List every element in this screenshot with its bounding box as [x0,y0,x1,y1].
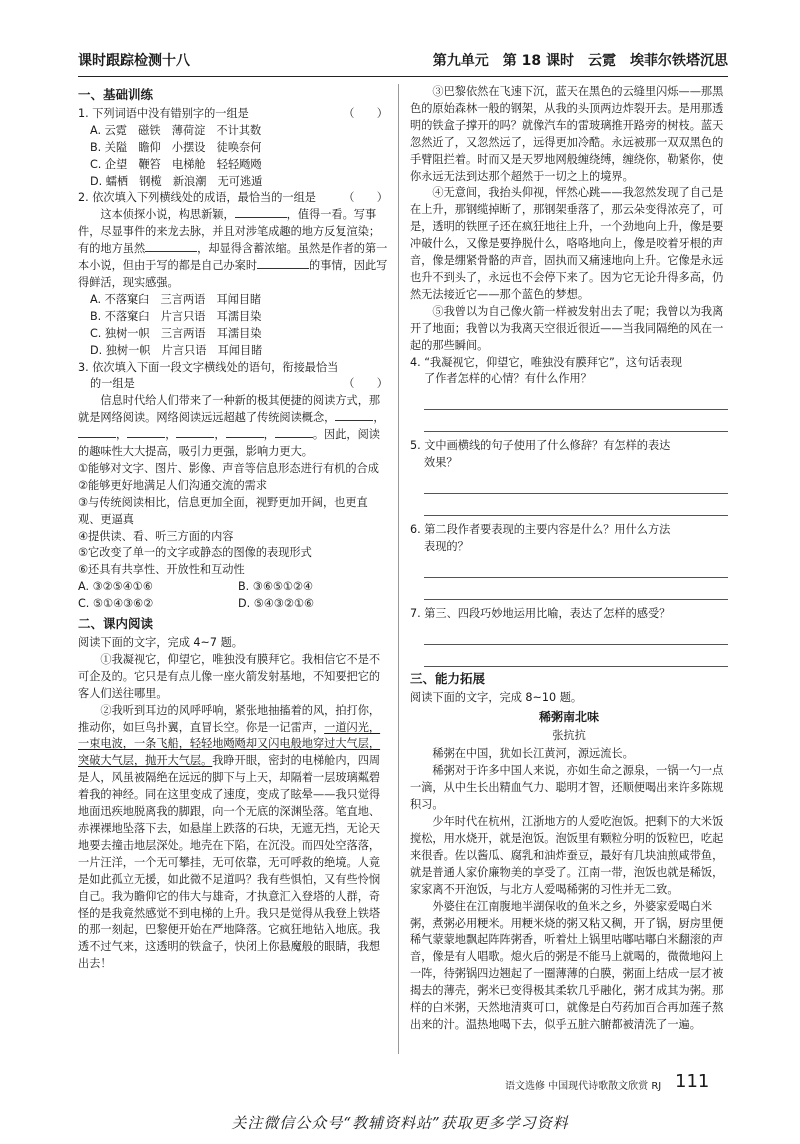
q1-option-c: C. 企望 鞭笞 电梯舱 轻轻飏飏 [90,157,262,171]
answer-paren: （ ） [343,106,388,120]
question-2 [78,190,388,207]
q3-option-d: D. ⑤④③②①⑥ [238,597,314,611]
page-header [78,50,728,72]
reading-intro: 阅读下面的文字，完成 4~7 题。 [78,636,243,649]
header-rule [78,76,728,77]
q2-option-a: A. 不落窠臼 三言两语 耳闻目睹 [90,292,262,306]
question-6-cont: 表现的？ [424,540,469,554]
answer-line[interactable] [424,494,728,516]
question-3: 3. 依次填入下面一段文字横线处的语句，衔接最恰当 [78,360,339,374]
section-basic-training: 一、基础训练 [78,87,154,102]
question-4-cont: 了作者怎样的心情？有什么作用？ [424,372,592,386]
fill-blank[interactable] [335,410,373,421]
q3-item-3: ③与传统阅读相比，信息更加全面，视野更加开阔，也更直观、更逼真 [78,495,368,526]
answer-line[interactable] [424,472,728,494]
q3-item-1: ①能够对文字、图片、影像、声音等信息形态进行有机的合成 [78,461,379,475]
answer-paren: （ ） [343,191,388,205]
right-column [410,84,728,1034]
question-2-stem: 2. 依次填入下列横线处的成语，最恰当的一组是 [78,191,316,205]
question-5: 5. 文中画横线的句子使用了什么修辞？有怎样的表达 [410,439,671,453]
q3-item-4: ④提供读、看、听三方面的内容 [78,529,234,543]
q2-option-c: C. 独树一帜 三言两语 耳濡目染 [90,326,262,340]
essay-author: 张抗抗 [552,728,586,742]
q1-option-a: A. 云霓 磁铁 薄荷淀 不计其数 [90,123,262,137]
q3-item-5: ⑤它改变了单一的文字或静态的图像的表现形式 [78,546,312,560]
q1-option-d: D. 蠕栖 钢榄 新浪潮 无可逃遁 [90,174,263,188]
unit-lesson-title: 第九单元 第 18 课时 云霓 埃菲尔铁塔沉思 [432,53,728,69]
question-3-cont: 的一组是 （ ） [78,376,388,393]
q3-item-6: ⑥还具有共享性、开放性和互动性 [78,563,245,577]
fill-blank[interactable] [226,427,264,438]
question-6: 6. 第二段作者要表现的主要内容是什么？用什么方法 [410,523,671,537]
fill-blank[interactable] [78,427,116,438]
q3-option-a: A. ③②⑤④①⑥ [78,580,153,594]
question-5-cont: 效果？ [424,456,458,470]
fill-blank[interactable] [127,427,165,438]
answer-line[interactable] [424,623,728,645]
q3-option-b: B. ③⑥⑤①②④ [238,580,313,594]
section-ability-extension: 三、能力拓展 [410,670,486,686]
page-number: 111 [675,1071,710,1092]
q2-passage: 这本侦探小说，构思新颖， ，值得一看。写事件，尽显事件的来龙去脉，并且对涉笔成趣的地方反复渲染；有的地方虽然 ，却显得含蓄浓缩。虽然是作者的第一本小说，但由于写的都是自己办案时 的事情，因此写得鲜活，现实感强。 [78,208,388,289]
essay-paragraph-2: 稀粥对于许多中国人来说，亦如生命之源泉，一锅一勺一点一滴，从中生长出精血气力、聪明才智，还顺便喝出来许多陈规积习。 [410,764,724,812]
q3-passage: 信息时代给人们带来了一种新的极其便捷的阅读方式，那就是网络阅读。网络阅读远远超越了传统阅读概念， ，， ， ， ， 。因此，阅读的趣味性大大提高，吸引力更强，影响力更大。 [78,394,385,459]
q3-option-c: C. ⑤①④③⑥② [78,597,154,611]
extension-intro: 阅读下面的文字，完成 8~10 题。 [410,690,583,704]
fill-blank[interactable] [257,258,309,269]
fill-blank[interactable] [275,427,313,438]
column-divider [398,84,399,1054]
essay-paragraph-1: 稀粥在中国，犹如长江黄河，源远流长。 [432,747,634,761]
essay-paragraph-3: 少年时代在杭州，江浙地方的人爱吃泡饭。把剩下的大米饭搅松，用水烧开，就是泡饭。泡饭里有颗粒分明的饭粒巴，吃起来很香。佐以酱瓜、腐乳和油炸蚕豆，最好有几块油煎咸带鱼，就是普通人家价廉物美的享受了。江南一带，泡饭也就是稀饭，家家离不开泡饭，与北方人爱喝稀粥的习性并无二致。 [410,815,724,896]
essay-paragraph-4: 外婆住在江南腹地半湖保收的鱼米之乡，外婆家爱喝白米粥，煮粥必用粳米。用粳米烧的粥又粘又稠，开了锅，厨房里便稀气蒙蒙地飘起阵阵粥香，听着灶上锅里咕嘟咕嘟白米翻滚的声音，像是有人唱歌。熄火后的粥是不能马上就喝的，微微地闷上一阵，待粥锅四边翘起了一圈薄薄的白膜，粥面上结成一层才被揭去的薄壳，粥米已变得极其柔软几乎融化，粥才成其为粥。那样的白米粥，天然地清爽可口，就像是白芍药加百合再加莲子熬出来的汁。温热地喝下去，似乎五脏六腑都被清洗了一遍。 [410,899,724,1031]
answer-line[interactable] [424,410,728,432]
section-in-class-reading: 二、课内阅读 [78,616,154,632]
answer-line[interactable] [424,556,728,578]
question-7: 7. 第三、四段巧妙地运用比喻，表达了怎样的感受？ [410,606,671,620]
fill-blank[interactable] [235,207,287,218]
essay-title: 稀粥南北味 [538,709,599,724]
reading-paragraph-5: ⑤我曾以为自己像火箭一样被发射出去了呢；我曾以为我离开了地面；我曾以为我离天空很近很近——当我同隔绝的风在一起的那些瞬间。 [410,304,724,352]
q2-option-b: B. 不落窠臼 片言只语 耳濡目染 [90,309,262,323]
fill-blank[interactable] [176,427,214,438]
q1-option-b: B. 关隘 瞻仰 小摆设 徒唤奈何 [90,140,262,154]
promo-note: 关注微信公众号“教辅资料站”获取更多学习资料 [231,1114,569,1132]
fill-blank[interactable] [145,241,197,252]
q3-item-2: ②能够更好地满足人们沟通交流的需求 [78,478,268,492]
reading-paragraph-3: ③巴黎依然在飞速下沉，蓝天在黑色的云缝里闪烁——那黑色的原始森林一般的钢架，从我的头顶两边炸裂开去。是用那透明的铁盒子撑开的吗？就像汽车的雷玻璃推开路旁的树枝。蓝天忽然近了，又忽然远了，远得更加冷酷。永远被那一双双黑色的手臂阻拦着。时而又是天罗地网般缠绕缚，缠绕你，勒紧你，使你永远无法到达那个超然于一切之上的境界。 [410,85,724,183]
reading-paragraph-4: ④无意间，我抬头仰视，怦然心跳——我忽然发现了自己是在上升，那钢缆掉断了，那钢架垂落了，那云朵变得浓亮了，可是，透明的铁匣子还在疯狂地往上升，一个劲地向上升，像是要冲破什么，又像是要挣脱什么，咯咯地向上，像是咬着牙根的声音，像是绷紧骨骼的声音，固执而又痛速地向上升。它像是永远也升不到头了，永远也不会停下来了。因为它无论升得多高，仍然无法接近它——那个蓝色的梦想。 [410,186,724,301]
q3-options-ab [78,579,388,596]
reading-paragraph-2: ②我听到耳边的风呼呼响，紧张地抽搐着的风，拍打你，推动你，如巨鸟扑翼，直冒长空。你是一记雷声，一道闪光，一束电波，一条飞船，轻轻地飏飏却又闪电般地穿过大气层，突破大气层，抛开大气层。我睁开眼，密封的电梯舱内，四周是人，风虽被隔绝在远远的脚下与上天，却隔着一层玻璃粼碧着我的神经。同在这里变成了速度，变成了眩晕——我只觉得地面迅疾地脱离我的脚跟，向一个无底的深渊坠落。笔直地、赤裸裸地坠落下去，如悬崖上跌落的石块，无遮无挡，无论天地要去撞击地层深处。地壳在下陷，在沉没。而四处空落落，一片汪洋，一个无可攀挂，无可依靠，无可呼救的绝境。人竟是如此孤立无援，如此微不足道吗？我有些惧怕，又有些怜悯自己。我为瞻仰它的伟大与雄奇，才执意汇入登塔的人群，奇怪的是我竟然感觉不到电梯的上升。我只是觉得从我登上铁塔的那一刻起，巴黎便开始在严地降落。它疯狂地钻入地底。我透不过气来，这透明的铁盒子，快闭上你悬魔般的眼睛，我想出去！ [78,703,381,971]
worksheet-title: 课时跟踪检测十八 [78,53,190,69]
question-1-stem: 1. 下列词语中没有错别字的一组是 [78,106,249,120]
reading-paragraph-1: ①我凝视它，仰望它，唯独没有膜拜它。我相信它不是不可企及的。它只是有点儿像一座火箭发射基地，不知要把它的客人们送往哪里。 [78,652,381,700]
answer-line[interactable] [424,578,728,600]
question-1 [78,106,388,123]
answer-line[interactable] [424,645,728,667]
q3-options-cd [78,596,388,613]
q2-option-d: D. 独树一帜 片言只语 耳闻目睹 [90,343,263,357]
answer-paren: （ ） [343,377,388,391]
question-4: 4. “我凝视它，仰望它，唯独没有膜拜它”，这句话表现 [410,355,682,369]
book-series-tag: 语文选修 中国现代诗歌散文欣赏 RJ [505,1081,662,1092]
answer-line[interactable] [424,388,728,410]
left-column [78,84,388,973]
underlined-sentence: 一道闪光，一束电波，一条飞船，轻轻地飏飏却又闪电般地穿过大气层，突破大气层，抛开大气层。 [78,720,381,768]
